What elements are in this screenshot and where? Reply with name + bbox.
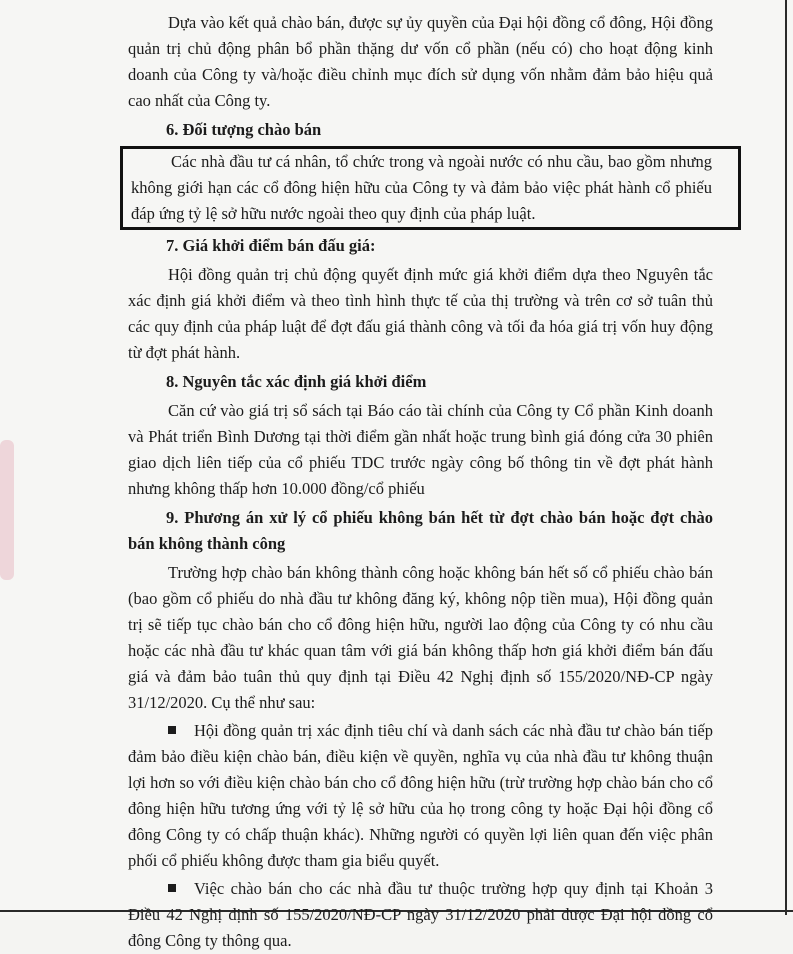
bullet-text: Hội đồng quản trị xác định tiêu chí và danh sách các nhà đầu tư chào bán tiếp đảm bảo điều kiện chào bán, điều kiện về quyền, nghĩa vụ của nhà đầu tư không thuận lợi hơn so với điều kiện chào bán cho cổ đông hiện hữu (trừ trường hợp chào bán cho cổ đông hiện hữu tương ứng với tỷ lệ sở hữu của họ trong công ty hoặc Đại hội đồng cổ đông Công ty có chấp thuận khác). Những người có quyền lợi liên quan đến việc phân phối cổ phiếu không được tham gia biểu quyết. — [128, 721, 713, 870]
stamp-mark — [0, 440, 14, 580]
section-9-body: Trường hợp chào bán không thành công hoặc không bán hết số cổ phiếu chào bán (bao gồm cổ phiếu do nhà đầu tư không đăng ký, không nộp tiền mua), Hội đồng quản trị sẽ tiếp tục chào bán cho cổ đông hiện hữu, người lao động của Công ty có nhu cầu hoặc các nhà đầu tư khác quan tâm với giá bán không thấp hơn giá khởi điểm bán đấu giá và đảm bảo tuân thủ quy định tại Điều 42 Nghị định số 155/2020/NĐ-CP ngày 31/12/2020. Cụ thể như sau: — [128, 563, 713, 712]
paragraph-intro: Dựa vào kết quả chào bán, được sự ủy quyền của Đại hội đồng cổ đông, Hội đồng quản trị chủ động phân bổ phần thặng dư vốn cổ phần (nếu có) cho hoạt động kinh doanh của Công ty và/hoặc điều chỉnh mục đích sử dụng vốn nhằm đảm bảo hiệu quả cao nhất của Công ty. — [128, 13, 713, 110]
section-8-heading: 8. Nguyên tắc xác định giá khởi điểm — [166, 372, 427, 391]
section-6-body: Các nhà đầu tư cá nhân, tổ chức trong và ngoài nước có nhu cầu, bao gồm nhưng không giới hạn các cổ đông hiện hữu của Công ty và đảm bảo việc phát hành cổ phiếu đáp ứng tỷ lệ sở hữu nước ngoài theo quy định của pháp luật. — [131, 152, 712, 223]
bullet-item — [128, 876, 713, 954]
section-7-heading: 7. Giá khởi điểm bán đấu giá: — [166, 236, 376, 255]
section-8-body: Căn cứ vào giá trị sổ sách tại Báo cáo tài chính của Công ty Cổ phần Kinh doanh và Phát triển Bình Dương tại thời điểm gần nhất hoặc trung bình giá đóng cửa 30 phiên giao dịch liên tiếp của cổ phiếu TDC trước ngày công bố thông tin về đợt phát hành nhưng không thấp hơn 10.000 đồng/cổ phiếu — [128, 401, 713, 498]
highlight-box — [120, 146, 741, 230]
section-7-body: Hội đồng quản trị chủ động quyết định mức giá khởi điểm dựa theo Nguyên tắc xác định giá khởi điểm và theo tình hình thực tế của thị trường và trên cơ sở tuân thủ các quy định của pháp luật để đợt đấu giá thành công và tối đa hóa giá trị vốn huy động từ đợt phát hành. — [128, 265, 713, 362]
bullet-icon — [168, 884, 176, 892]
document-body — [128, 10, 713, 954]
section-9-heading: 9. Phương án xử lý cổ phiếu không bán hết từ đợt chào bán hoặc đợt chào bán không thành công — [128, 508, 713, 553]
bullet-icon — [168, 726, 176, 734]
bullet-text: Việc chào bán cho các nhà đầu tư thuộc trường hợp quy định tại Khoản 3 Điều 42 Nghị định số 155/2020/NĐ-CP ngày 31/12/2020 phải được Đại hội đồng cổ đông Công ty thông qua. — [128, 879, 713, 950]
bullet-item — [128, 718, 713, 874]
section-6-heading: 6. Đối tượng chào bán — [166, 120, 322, 139]
page-border-right — [785, 0, 787, 915]
